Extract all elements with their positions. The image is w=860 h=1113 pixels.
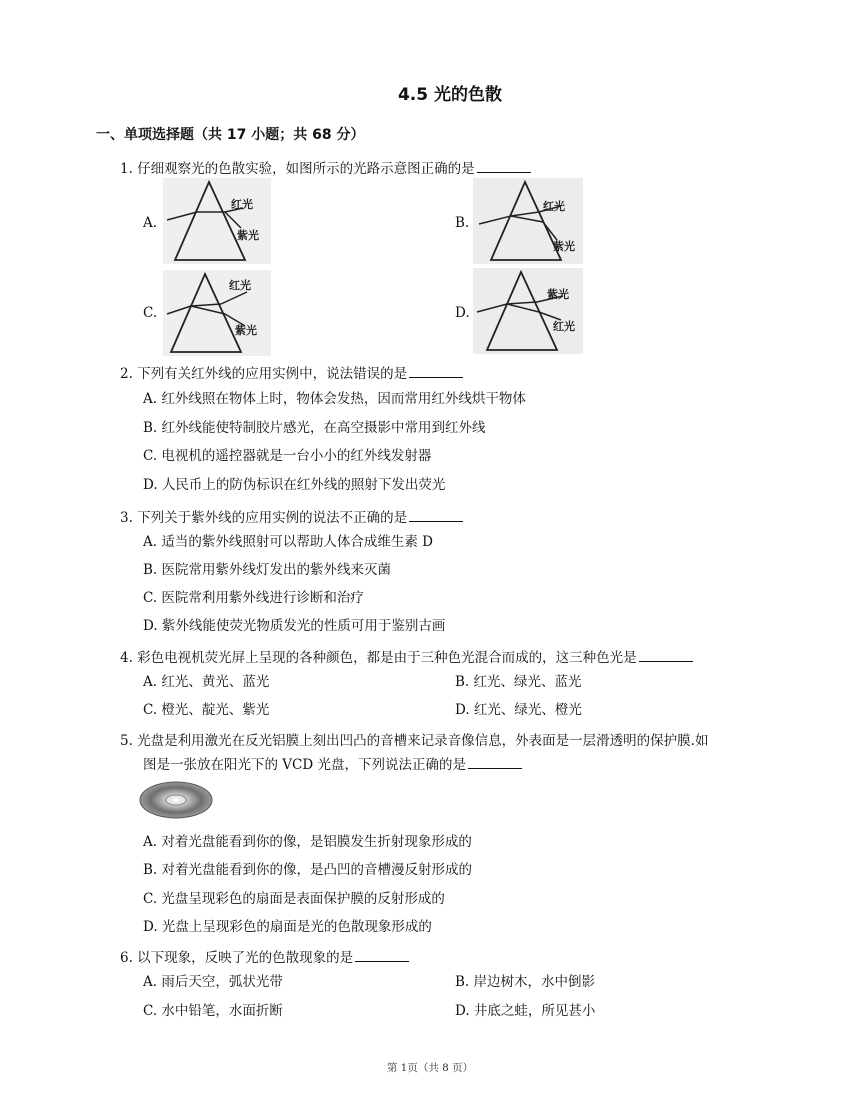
q2-option-b: B. 红外线能使特制胶片感光，在高空摄影中常用到红外线 xyxy=(143,420,486,436)
q5-option-d: D. 光盘上呈现彩色的扇面是光的色散现象形成的 xyxy=(143,919,432,935)
q6-option-d: D. 井底之蛙，所见甚小 xyxy=(455,1003,596,1019)
q3-option-c: C. 医院常利用紫外线进行诊断和治疗 xyxy=(143,590,364,606)
q1c-red-label: 红光 xyxy=(229,279,251,292)
q3-option-a: A. 适当的紫外线照射可以帮助人体合成维生素 D xyxy=(143,534,433,550)
page-title: 4.5 光的色散 xyxy=(397,85,503,105)
prism-figure-c xyxy=(163,270,271,356)
question-3-stem: 3. 下列关于紫外线的应用实例的说法不正确的是 xyxy=(120,506,463,526)
q1c-violet-label: 紫光 xyxy=(235,324,257,337)
question-1-stem: 1. 仔细观察光的色散实验，如图所示的光路示意图正确的是 xyxy=(120,157,531,177)
q1b-red-label: 红光 xyxy=(543,200,565,213)
q1b-violet-label: 紫光 xyxy=(553,240,575,253)
q1-option-a-label: A. xyxy=(143,215,158,231)
q5-option-a: A. 对着光盘能看到你的像，是铝膜发生折射现象形成的 xyxy=(143,834,472,850)
q1-option-b-label: B. xyxy=(455,215,470,231)
q4-option-b: B. 红光、绿光、蓝光 xyxy=(455,674,582,690)
q3-option-b: B. 医院常用紫外线灯发出的紫外线来灭菌 xyxy=(143,562,392,578)
question-4-stem: 4. 彩色电视机荧光屏上呈现的各种颜色，都是由于三种色光混合而成的，这三种色光是 xyxy=(120,646,693,666)
prism-figure-b xyxy=(473,178,583,264)
q5-option-c: C. 光盘呈现彩色的扇面是表面保护膜的反射形成的 xyxy=(143,891,445,907)
q2-option-d: D. 人民币上的防伪标识在红外线的照射下发出荧光 xyxy=(143,477,446,493)
q1a-red-label: 红光 xyxy=(231,198,253,211)
cd-disc-image xyxy=(138,778,216,822)
q1a-violet-label: 紫光 xyxy=(237,229,259,242)
q2-option-a: A. 红外线照在物体上时，物体会发热，因而常用红外线烘干物体 xyxy=(143,391,526,407)
q2-option-c: C. 电视机的遥控器就是一台小小的红外线发射器 xyxy=(143,448,432,464)
q4-option-d: D. 红光、绿光、橙光 xyxy=(455,702,582,718)
q6-option-a: A. 雨后天空，弧状光带 xyxy=(143,974,283,990)
q4-option-c: C. 橙光、靛光、紫光 xyxy=(143,702,270,718)
prism-figure-d xyxy=(473,268,583,354)
question-5-stem-line1: 5. 光盘是利用激光在反光铝膜上刻出凹凸的音槽来记录音像信息，外表面是一层滑透明的保护膜.如 xyxy=(120,733,709,749)
q5-option-b: B. 对着光盘能看到你的像，是凸凹的音槽漫反射形成的 xyxy=(143,862,473,878)
page-footer: 第 1页（共 8 页） xyxy=(386,1062,474,1074)
q1-option-c-label: C. xyxy=(143,305,158,321)
q4-option-a: A. 红光、黄光、蓝光 xyxy=(143,674,270,690)
q1d-violet-label: 紫光 xyxy=(547,288,569,301)
question-2-stem: 2. 下列有关红外线的应用实例中，说法错误的是 xyxy=(120,362,463,382)
question-6-stem: 6. 以下现象，反映了光的色散现象的是 xyxy=(120,946,409,966)
q3-option-d: D. 紫外线能使荧光物质发光的性质可用于鉴别古画 xyxy=(143,618,446,634)
q1-option-d-label: D. xyxy=(455,305,470,321)
q6-option-c: C. 水中铅笔，水面折断 xyxy=(143,1003,283,1019)
question-5-stem-line2: 图是一张放在阳光下的 VCD 光盘，下列说法正确的是 xyxy=(143,753,522,773)
q6-option-b: B. 岸边树木，水中倒影 xyxy=(455,974,596,990)
prism-figure-a xyxy=(163,178,271,264)
section-heading: 一、单项选择题（共 17 小题；共 68 分） xyxy=(96,127,365,143)
q1d-red-label: 红光 xyxy=(553,320,575,333)
